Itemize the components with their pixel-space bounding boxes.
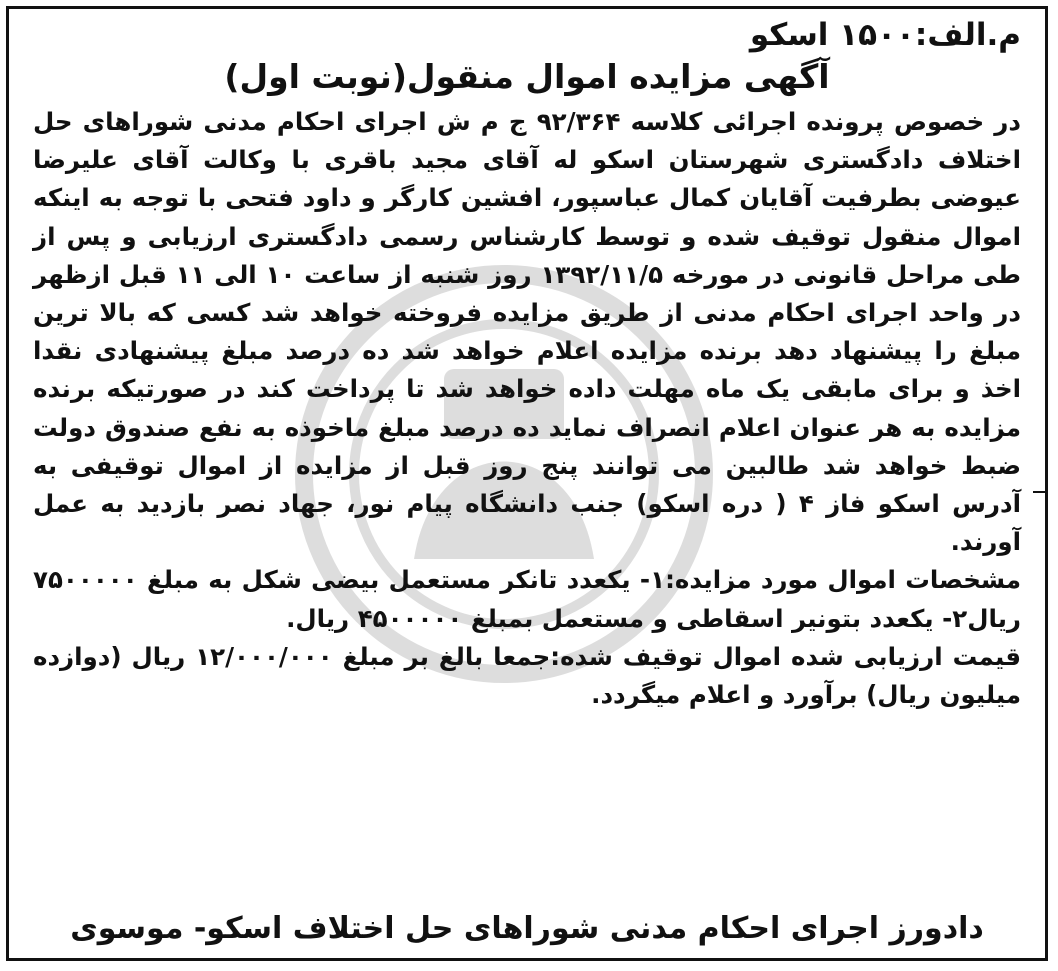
appraised-price: قیمت ارزیابی شده اموال توقیف شده:جمعا بالغ بر مبلغ ۱۲/۰۰۰/۰۰۰ ریال (دوازده میلیون ریال) برآورد و اعلام میگردد. bbox=[33, 641, 1021, 710]
notice-title: آگهی مزایده اموال منقول(نوبت اول) bbox=[224, 57, 830, 96]
notice-body: در خصوص پرونده اجرائی کلاسه ۹۲/۳۶۴ ج م ش اجرای احکام مدنی شوراهای حل اختلاف دادگستری شهرستان اسکو له آقای مجید باقری با وکالت آقای علیرضا عیوضی بطرفیت آقایان کمال عباسپور، افشین کارگر و داود فتحی با توجه به اینکه اموال منقول توقیف شده و توسط کارشناس رسمی دادگستری ارزیابی و پس از طی مراحل قانونی در مورخه ۱۳۹۲/۱۱/۵ روز شنبه از ساعت ۱۰ الی ۱۱ قبل ازظهر در واحد اجرای احکام مدنی از طریق مزایده فروخته خواهد شد کسی که بالا ترین مبلغ را پیشنهاد دهد برنده مزایده اعلام خواهد شد ده درصد مبلغ پیشنهادی نقدا اخذ و برای مابقی یک ماه مهلت داده خواهد شد تا پرداخت کند در صورتیکه برنده مزایده به هر عنوان اعلام انصراف نماید ده درصد مبلغ ماخوذه به نفع صندوق دولت ضبط خواهد شد طالبین می توانند پنج روز قبل از مزایده از اموال توقیفی به آدرس اسکو فاز ۴ ( دره اسکو) جنب دانشگاه پیام نور، جهاد نصر بازدید به عمل آورند. bbox=[33, 107, 1021, 557]
auction-items: مشخصات اموال مورد مزایده:۱- یکعدد تانکر مستعمل بیضی شکل به مبلغ ۷۵۰۰۰۰۰ ریال۲- یکعدد بتونیر اسقاطی و مستعمل بمبلغ ۴۵۰۰۰۰۰ ریال. bbox=[33, 565, 1021, 633]
notice-frame bbox=[6, 6, 1048, 961]
notice-code: م.الف:۱۵۰۰ اسکو bbox=[749, 17, 1021, 53]
frame-edge-mark bbox=[1033, 491, 1045, 493]
notice-content bbox=[33, 15, 1021, 714]
notice-signature: دادورز اجرای احکام مدنی شوراهای حل اختلاف اسکو- موسوی bbox=[70, 911, 984, 946]
